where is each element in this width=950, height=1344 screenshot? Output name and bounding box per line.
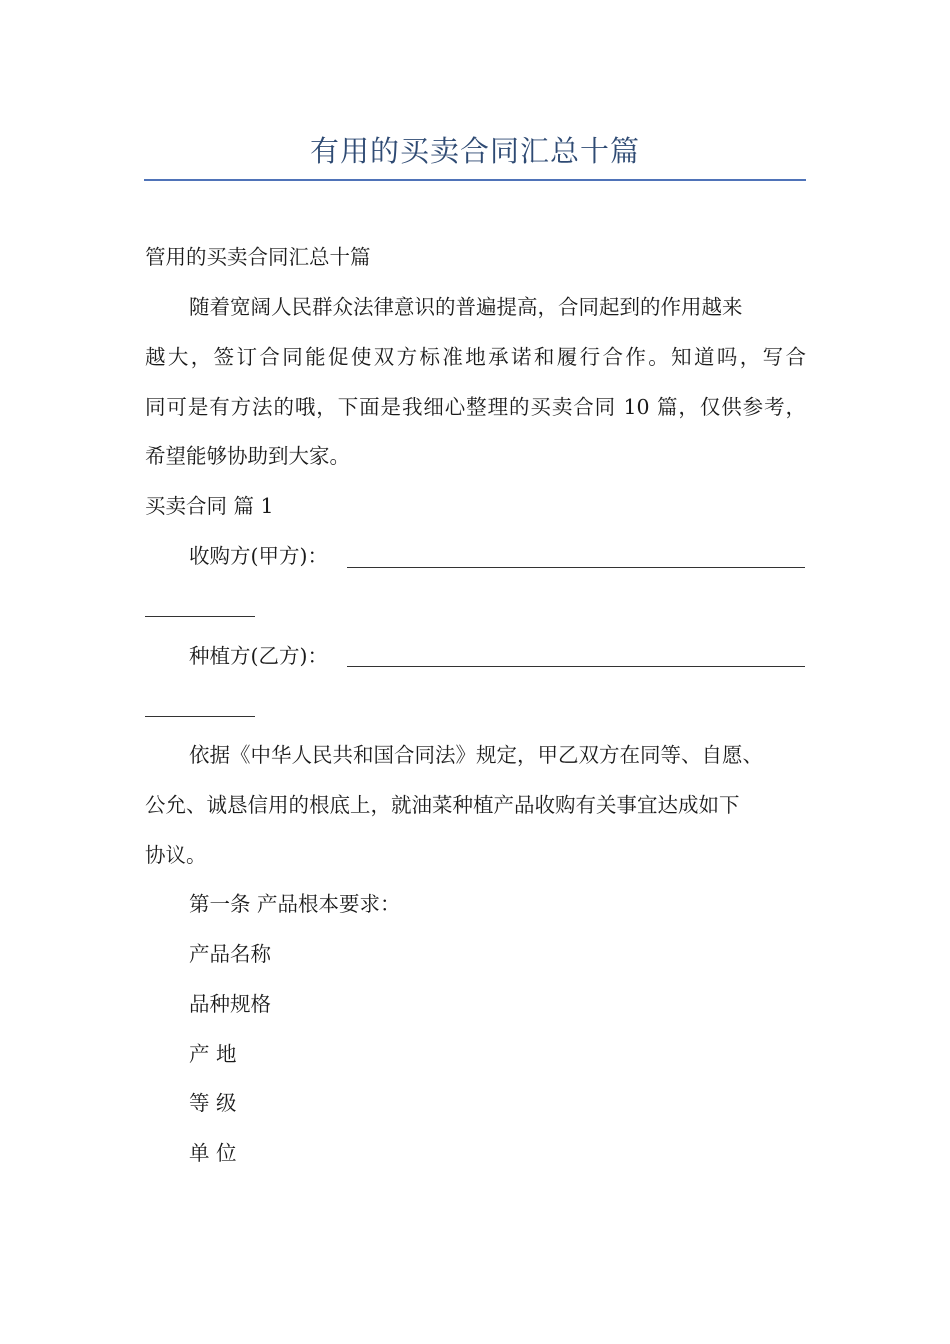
party-a-blank	[347, 567, 805, 568]
intro-line-1: 随着宽阔人民群众法律意识的普遍提高，合同起到的作用越来	[189, 295, 743, 319]
basis-line-2: 公允、诚恳信用的根底上，就油菜种植产品收购有关事宜达成如下	[145, 793, 740, 817]
basis-line-3: 协议。	[145, 843, 207, 867]
title-underline	[144, 179, 806, 181]
intro-line-2: 越大，签订合同能促使双方标准地承诺和履行合作。知道吗，写合	[145, 345, 806, 369]
field-product-name: 产品名称	[189, 942, 271, 966]
article-1-heading: 第一条 产品根本要求：	[189, 892, 401, 916]
field-grade: 等 级	[189, 1091, 237, 1115]
party-b-blank	[347, 666, 805, 667]
field-origin: 产 地	[189, 1042, 237, 1066]
document-title: 有用的买卖合同汇总十篇	[309, 134, 640, 168]
field-unit: 单 位	[189, 1141, 237, 1165]
party-a-blank-continued	[145, 616, 255, 617]
document-subtitle: 管用的买卖合同汇总十篇	[145, 245, 371, 269]
party-a-label: 收购方(甲方)：	[189, 544, 328, 568]
party-b-label: 种植方(乙方)：	[189, 644, 328, 668]
intro-line-4: 希望能够协助到大家。	[145, 444, 350, 468]
field-variety-spec: 品种规格	[189, 992, 271, 1016]
intro-line-3: 同可是有方法的哦，下面是我细心整理的买卖合同 10 篇，仅供参考，	[145, 395, 806, 419]
party-b-blank-continued	[145, 716, 255, 717]
basis-line-1: 依据《中华人民共和国合同法》规定，甲乙双方在同等、自愿、	[189, 743, 763, 767]
section-heading: 买卖合同 篇 1	[145, 494, 274, 518]
